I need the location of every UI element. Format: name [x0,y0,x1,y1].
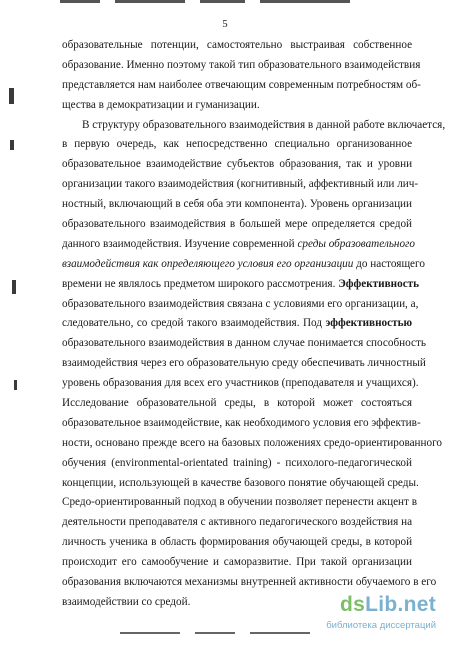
word: организации [351,198,413,211]
word: лич- [397,178,419,191]
word: подход [183,496,217,509]
watermark [326,593,436,635]
word: или [376,178,395,191]
word: в [227,337,233,350]
word: организации [62,178,123,191]
text-line [62,96,412,116]
word: область [159,536,197,549]
word: такой [320,556,348,569]
word: которой [277,397,315,410]
word: образования [62,576,122,589]
word: являлось [118,277,161,290]
word: а, [410,297,419,310]
word: Уровень [309,198,350,211]
word: прежде [142,436,178,449]
word: в [62,138,68,151]
text-line [62,454,412,474]
word: специально [274,138,330,151]
scan-artifact [12,280,16,294]
scan-artifact [9,88,14,104]
word: (преподавателя [281,377,355,390]
word: саморазвитие. [223,556,292,569]
word: самообучение [141,556,209,569]
word: способность [366,337,426,350]
word: в [413,576,419,589]
word: акцент [376,496,409,509]
word: среды. [387,476,419,489]
watermark-caption: библиотека диссертаций [326,620,436,631]
word: включаются [123,576,182,589]
word: позволяет [275,496,323,509]
word: основано [95,436,140,449]
word: взаимодействия [148,337,225,350]
word: (когнитивный, [236,178,306,191]
word: эти [226,198,242,211]
word: данной [316,118,351,131]
word: его [421,576,437,589]
word: средо-ориентированного [323,436,443,449]
word: обучения [62,456,107,469]
word: качестве [200,476,242,489]
word: может [322,397,353,410]
word: образовательной [136,397,217,410]
word: такого [186,317,218,330]
word: положениях [263,436,322,449]
word: его [207,377,223,390]
word: не [104,277,116,290]
word: мере [284,218,308,231]
text-line [62,135,412,155]
word: на [401,516,413,529]
word: его [353,416,369,429]
word: образования, [279,158,342,171]
word: - [276,456,281,469]
word: данном [235,337,271,350]
word: в [192,476,198,489]
word: педагогического [259,516,338,529]
word: его [327,297,343,310]
word: взаимодействия [62,357,138,370]
text-line [62,493,418,513]
word: формирования [199,536,270,549]
word: очередь, [116,138,157,151]
word: образовательные [62,39,143,51]
text-line [62,175,419,195]
text-line [62,354,426,374]
word: уровни [378,158,413,171]
word: training) [233,456,272,469]
word: нам [137,78,156,91]
bold-term: эффективностью [325,317,413,330]
text-line [62,374,419,394]
word: в [229,218,236,231]
word: включающий [108,198,173,211]
word: времени [62,277,102,290]
word: условия [312,416,351,429]
word: в [151,536,157,549]
word: через [140,357,167,370]
word: средой [150,317,184,330]
word: современной [232,237,295,250]
italic-phrase: среды образовательного [297,237,416,250]
word: об- [405,78,421,91]
word: взаимодействии со средой. [62,595,191,608]
word: образование. [62,58,124,71]
word: структуру [92,118,140,131]
word: случае [273,337,305,350]
word: (environmental-orientated [111,456,229,469]
word: обеспечивать [301,357,365,370]
word: оба [206,198,224,211]
word: взаимодействие, [143,416,223,429]
text-line [62,235,416,255]
word: взаимодействия. [220,317,300,330]
word: обучающей [272,536,328,549]
word: работе [353,118,385,131]
word: его [169,357,185,370]
text-line [62,215,412,235]
word: в [411,496,418,509]
word: в [307,118,314,131]
word: наиболее [158,78,203,91]
text-line [62,334,426,354]
text-line [62,533,412,553]
word: необходимого [243,416,310,429]
word: личность [62,536,107,549]
word: механизмы [184,576,238,589]
text-line [62,56,421,76]
word: образовательное [62,158,141,171]
word: среды, [330,536,363,549]
word: внутренней [240,576,297,589]
word: обучающей [329,476,385,489]
text-line [62,116,446,136]
word: воздействия [340,516,399,529]
word: Именно [126,58,165,71]
word: образовательного [62,337,146,350]
word: активности [298,576,354,589]
word: среды, [224,397,256,410]
text-line [62,295,419,315]
word: взаимодействия [158,178,234,191]
word: его [121,556,137,569]
word: взаимодействия. [102,237,182,250]
word: условиями [273,297,325,310]
word: субъектов [226,158,275,171]
word: такого [124,178,156,191]
word: При [296,556,316,569]
word: в [365,536,371,549]
word: отвечающим [205,78,266,91]
word: обучаемого [355,576,411,589]
word: Изучение [184,237,230,250]
word: потребностям [336,78,404,91]
word: образовательного [62,297,146,310]
word: образовательного [62,218,146,231]
word: ности, [62,436,93,449]
word: в [263,397,270,410]
word: организации [351,556,413,569]
word: собственное [353,39,413,51]
word: состояться [360,397,413,410]
word: с [265,297,271,310]
word: большей [239,218,281,231]
text-line [62,255,425,275]
word: деятельности [62,516,127,529]
word: образовательное [62,416,141,429]
text-line [62,573,437,593]
word: понимается [307,337,364,350]
word: взаимодействия [229,118,306,131]
word: перенести [325,496,374,509]
word: взаимодействие [145,158,222,171]
word: взаимодействия [149,218,226,231]
word: современным [268,78,334,91]
word: активного [208,516,257,529]
word: средой [379,218,413,231]
word: компонента). [244,198,307,211]
word: взаимодействия [344,58,421,71]
word: образовательную [186,357,269,370]
word: предметом [163,277,216,290]
text-line [62,76,421,96]
text-line [62,553,412,573]
text-line [62,314,412,334]
word: как [163,138,180,151]
text-line [62,195,412,215]
word: поэтому [166,58,207,71]
word: и [357,377,364,390]
text-line [62,155,412,175]
scan-top-marks [60,0,380,5]
text-line [62,275,420,295]
word: психолого-педагогической [285,456,413,469]
word: образовательного [257,58,342,71]
word: себя [183,198,205,211]
word: ностный, [62,198,107,211]
word: Под [302,317,322,330]
word: Исследование [62,397,129,410]
word: рассмотрения. [266,277,336,290]
word: в [175,198,181,211]
word: среду [271,357,299,370]
word: организованное [336,138,413,151]
word: выстраивая [290,39,345,51]
text-line [62,474,419,494]
word: как [224,416,241,429]
word: образовательного [142,118,227,131]
word: образования [102,377,162,390]
word: для [164,377,182,390]
word: личностный [367,357,426,370]
word: щества в демократизации и гуманизации. [62,98,260,111]
word: широкого [217,277,265,290]
text-line [62,414,421,434]
word: эффектив- [371,416,421,429]
word: включается, [387,118,446,131]
text-line [62,434,443,454]
word: базового [244,476,286,489]
word: понятие [288,476,327,489]
word: в [219,496,225,509]
word: представляется [62,78,136,91]
word: концепции, [62,476,117,489]
text-line [62,36,412,56]
word: аффективный [308,178,375,191]
word: которой [374,536,413,549]
scan-bottom-marks [120,632,320,635]
word: учащихся). [365,377,419,390]
word: так [346,158,362,171]
page-number: 5 [222,19,228,30]
word: использующей [118,476,190,489]
text-line [62,394,412,414]
word: организации, [345,297,408,310]
word: преподавателя [128,516,198,529]
word: первую [74,138,110,151]
word: всех [183,377,205,390]
word: Средо-ориентированный [62,496,181,509]
word: базовых [221,436,261,449]
scan-artifact [10,140,14,150]
watermark-logo: dsLib.net [339,593,436,616]
word: взаимодействия [148,297,225,310]
italic-phrase: взаимодействия как определяющего условия его организации [62,257,354,270]
word: и [366,158,373,171]
word: следовательно, [62,317,134,330]
word: данного [62,237,101,250]
scan-artifact [14,380,17,390]
word: со [136,317,148,330]
word: тип [238,58,256,71]
word: определяется [311,218,376,231]
word: до настоящего [356,257,425,270]
word: участников [225,377,279,390]
word: уровень [62,377,101,390]
word: такой [209,58,236,71]
word: всего [179,436,206,449]
word: на [207,436,219,449]
word: происходит [62,556,117,569]
word: с [200,516,206,529]
word: ученика [109,536,148,549]
word: потенции, [150,39,199,51]
word: и [213,556,219,569]
word: В [82,118,90,131]
word: самостоятельно [206,39,283,51]
text-line [62,513,412,533]
bold-term: Эффективность [338,277,420,290]
word: связана [227,297,263,310]
word: непосредственно [186,138,268,151]
word: обучении [227,496,273,509]
body-text [62,36,446,613]
